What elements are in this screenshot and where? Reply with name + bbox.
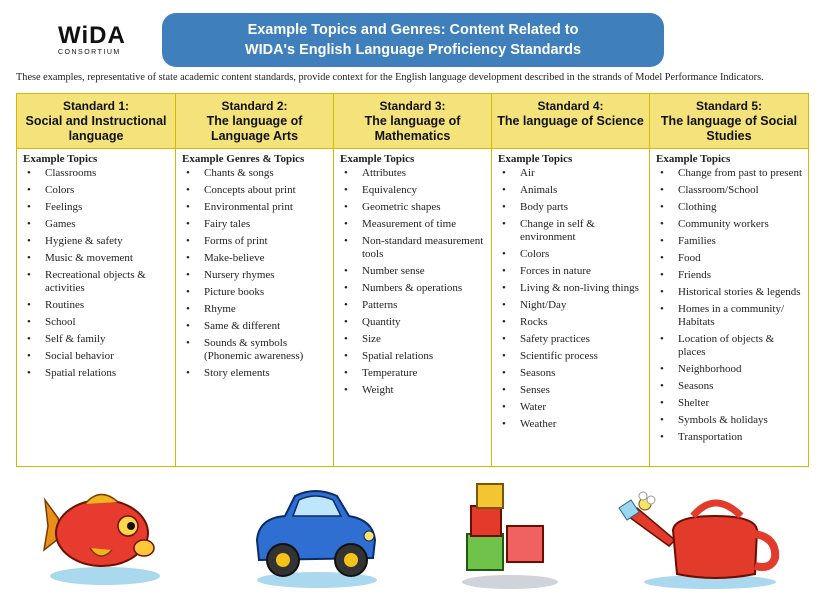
- logo-subtitle: CONSORTIUM: [58, 49, 121, 56]
- topic-item: • Colors: [520, 248, 645, 261]
- topic-item: • Seasons: [678, 380, 804, 393]
- logo-word: WiDA: [58, 22, 126, 49]
- topic-list: [182, 167, 329, 380]
- topic-item: • Animals: [520, 184, 645, 197]
- topic-item: • Weather: [520, 418, 645, 431]
- topic-list: [656, 167, 804, 444]
- topic-item: • Non-standard measurement tools: [362, 235, 487, 261]
- topic-item: • Food: [678, 252, 804, 265]
- topic-item: • Weight: [362, 384, 487, 397]
- wida-logo: [58, 24, 128, 56]
- topic-item: • Living & non-living things: [520, 282, 645, 295]
- topic-item: • Historical stories & legends: [678, 286, 804, 299]
- topic-item: • Safety practices: [520, 333, 645, 346]
- standards-header-row: [17, 94, 809, 149]
- topic-item: • Rhyme: [204, 303, 329, 316]
- topic-item: • Nursery rhymes: [204, 269, 329, 282]
- list-heading: Example Topics: [498, 153, 573, 165]
- topic-item: • Transportation: [678, 431, 804, 444]
- topic-item: • Rocks: [520, 316, 645, 329]
- watering-can-illustration: [615, 486, 785, 590]
- standard-number: Standard 2:: [221, 99, 288, 113]
- list-heading: Example Topics: [340, 153, 415, 165]
- topic-item: • School: [45, 316, 171, 329]
- toy-car-illustration: [245, 478, 385, 590]
- standard-number: Standard 3:: [379, 99, 446, 113]
- topic-item: • Size: [362, 333, 487, 346]
- topic-item: • Seasons: [520, 367, 645, 380]
- standards-table: [16, 93, 809, 467]
- standard-3-topics: [334, 149, 492, 467]
- standard-number: Standard 1:: [62, 99, 129, 113]
- topic-item: • Community workers: [678, 218, 804, 231]
- standard-number: Standard 5:: [695, 99, 762, 113]
- topic-item: • Make-believe: [204, 252, 329, 265]
- topic-item: • Water: [520, 401, 645, 414]
- topic-item: • Shelter: [678, 397, 804, 410]
- standard-number: Standard 4:: [537, 99, 604, 113]
- standard-4-header: [492, 94, 650, 149]
- topic-item: • Attributes: [362, 167, 487, 180]
- topic-item: • Body parts: [520, 201, 645, 214]
- topic-item: • Number sense: [362, 265, 487, 278]
- topic-item: • Location of objects & places: [678, 333, 804, 359]
- standard-5-topics: [650, 149, 809, 467]
- standard-1-header: [17, 94, 176, 149]
- topic-list: [498, 167, 645, 431]
- topic-item: • Self & family: [45, 333, 171, 346]
- topic-item: • Air: [520, 167, 645, 180]
- topic-item: • Concepts about print: [204, 184, 329, 197]
- topic-item: • Homes in a community/ Habitats: [678, 303, 804, 329]
- topic-item: • Social behavior: [45, 350, 171, 363]
- topic-item: • Change from past to present: [678, 167, 804, 180]
- topic-item: • Fairy tales: [204, 218, 329, 231]
- topic-item: • Classrooms: [45, 167, 171, 180]
- list-heading: Example Genres & Topics: [182, 153, 305, 165]
- topic-item: • Spatial relations: [362, 350, 487, 363]
- intro-text: These examples, representative of state academic content standards, provide context for the English language development described in the strands of Model Performance Indicators.: [16, 72, 764, 83]
- topic-item: • Hygiene & safety: [45, 235, 171, 248]
- topic-item: • Chants & songs: [204, 167, 329, 180]
- standard-5-header: [650, 94, 809, 149]
- topic-item: • Night/Day: [520, 299, 645, 312]
- topic-item: • Forms of print: [204, 235, 329, 248]
- title-line-1: Example Topics and Genres: Content Related to: [247, 22, 579, 38]
- title-banner: [162, 13, 664, 67]
- standard-2-header: [176, 94, 334, 149]
- title-line-2: WIDA's English Language Proficiency Standards: [244, 42, 582, 58]
- topic-item: • Change in self & environment: [520, 218, 645, 244]
- topic-item: • Spatial relations: [45, 367, 171, 380]
- topic-item: • Routines: [45, 299, 171, 312]
- topic-item: • Friends: [678, 269, 804, 282]
- topic-item: • Patterns: [362, 299, 487, 312]
- list-heading: Example Topics: [656, 153, 731, 165]
- topic-item: • Neighborhood: [678, 363, 804, 376]
- topic-item: • Recreational objects & activities: [45, 269, 171, 295]
- topic-item: • Clothing: [678, 201, 804, 214]
- standard-title: The language of Mathematics: [364, 114, 461, 143]
- standard-3-header: [334, 94, 492, 149]
- topic-item: • Classroom/School: [678, 184, 804, 197]
- topic-item: • Measurement of time: [362, 218, 487, 231]
- topic-item: • Games: [45, 218, 171, 231]
- standard-4-topics: [492, 149, 650, 467]
- standard-title: Social and Instructional language: [25, 114, 167, 143]
- topic-item: • Forces in nature: [520, 265, 645, 278]
- topic-item: • Same & different: [204, 320, 329, 333]
- standard-1-topics: [17, 149, 176, 467]
- standard-title: The language of Science: [497, 114, 644, 128]
- topic-item: • Equivalency: [362, 184, 487, 197]
- standard-title: The language of Language Arts: [206, 114, 303, 143]
- topic-item: • Feelings: [45, 201, 171, 214]
- topic-item: • Geometric shapes: [362, 201, 487, 214]
- topic-item: • Numbers & operations: [362, 282, 487, 295]
- blocks-illustration: [455, 482, 565, 592]
- topic-item: • Symbols & holidays: [678, 414, 804, 427]
- standards-body-row: [17, 149, 809, 467]
- topic-item: • Temperature: [362, 367, 487, 380]
- fish-illustration: [40, 478, 170, 588]
- topic-item: • Scientific process: [520, 350, 645, 363]
- topic-item: • Senses: [520, 384, 645, 397]
- list-heading: Example Topics: [23, 153, 98, 165]
- topic-item: • Picture books: [204, 286, 329, 299]
- standard-2-topics: [176, 149, 334, 467]
- topic-item: • Sounds & symbols (Phonemic awareness): [204, 337, 329, 363]
- topic-item: • Music & movement: [45, 252, 171, 265]
- topic-list: [23, 167, 171, 380]
- topic-item: • Families: [678, 235, 804, 248]
- topic-item: • Environmental print: [204, 201, 329, 214]
- topic-item: • Story elements: [204, 367, 329, 380]
- topic-item: • Colors: [45, 184, 171, 197]
- topic-list: [340, 167, 487, 397]
- standard-title: The language of Social Studies: [660, 114, 798, 143]
- topic-item: • Quantity: [362, 316, 487, 329]
